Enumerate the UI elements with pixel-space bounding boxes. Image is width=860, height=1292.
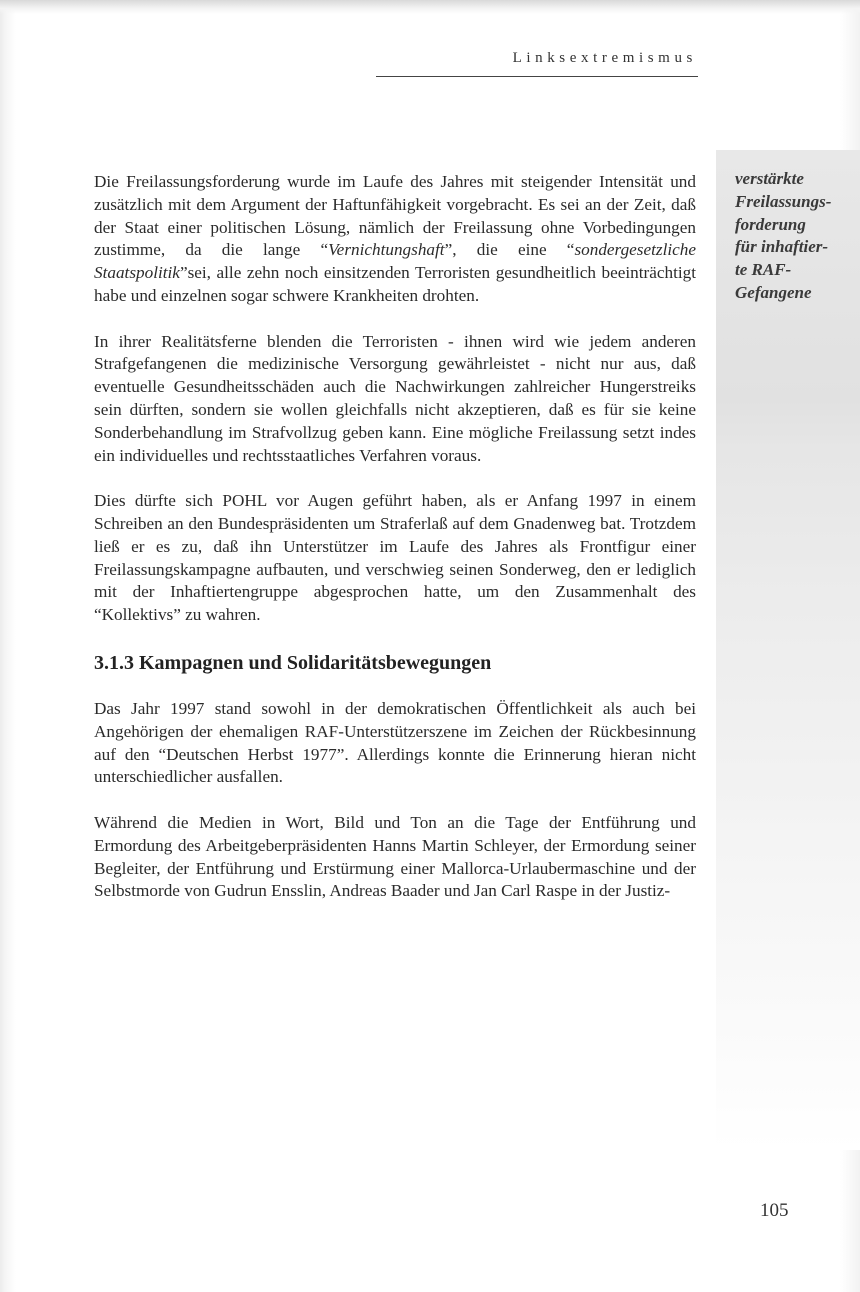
paragraph-1-text-e: ”sei, alle zehn noch einsitzenden Terroristen gesundheitlich beeinträchtigt habe und einzelnen sogar schwere Krankheiten drohten. bbox=[94, 263, 696, 305]
paragraph-2: In ihrer Realitätsferne blenden die Terroristen - ihnen wird wie jedem anderen Strafgefangenen die medizinische Versorgung gewährleistet - nicht nur aus, daß eventuelle Gesundheitsschäden auch die Nachwirkungen zahlreicher Hungerstreiks sein dürften, sondern sie wollen gleichfalls nicht akzeptieren, daß es für sie keine Sonderbehandlung im Strafvollzug geben kann. Eine mögliche Freilassung setzt indes ein individuelles und rechtsstaatliches Verfahren voraus. bbox=[94, 331, 696, 465]
term-vernichtungshaft: Vernichtungshaft bbox=[328, 240, 445, 260]
body-text bbox=[94, 171, 696, 903]
paragraph-1 bbox=[94, 171, 696, 308]
paragraph-1-text-c: ”, die eine “ bbox=[444, 240, 575, 260]
term-sondergesetzliche-staatspolitik: sondergesetzliche Staatspolitik bbox=[94, 240, 696, 283]
paragraph-3: Dies dürfte sich POHL vor Augen geführt haben, als er Anfang 1997 in einem Schreiben an den Bundespräsidenten um Straferlaß auf dem Gnadenweg bat. Trotzdem ließ er es zu, daß ihn Unterstützer im Laufe des Jahres als Frontfigur einer Freilassungskampagne aufbauten, und verschwieg seinen Sonderweg, den er lediglich mit der Inhaftiertengruppe abgesprochen hatte, um den Zusammenhalt des “Kollektivs” zu wahren. bbox=[94, 491, 696, 625]
page-number: 105 bbox=[760, 1200, 789, 1221]
paragraph-1-text-a: Die Freilassungsforderung wurde im Laufe des Jahres mit steigender Intensität und zusätzlich mit dem Argument der Haftunfähigkeit vorgebracht. Es sei an der Zeit, daß der Staat einer politischen Lösung, nämlich der Freilassung ohne Vorbedingungen zustimme, da die lange “ bbox=[94, 172, 696, 260]
paragraph-4: Das Jahr 1997 stand sowohl in der demokratischen Öffentlichkeit als auch bei Angehörigen der ehemaligen RAF-Unterstützerszene im Zeichen der Rückbesinnung auf den “Deutschen Herbst 1977”. Allerdings konnte die Erinnerung hieran nicht unterschiedlicher ausfallen. bbox=[94, 698, 696, 787]
section-heading: 3.1.3 Kampagnen und Solidaritätsbewegungen bbox=[94, 651, 492, 674]
paragraph-5: Während die Medien in Wort, Bild und Ton an die Tage der Entführung und Ermordung des Arbeitgeberpräsidenten Hanns Martin Schleyer, der Ermordung seiner Begleiter, der Entführung und Erstürmung einer Mallorca-Urlaubermaschine und der Selbstmorde von Gudrun Ensslin, Andreas Baader und Jan Carl Raspe in der Justiz- bbox=[94, 812, 696, 901]
running-header: Linksextremismus bbox=[512, 50, 697, 66]
page-top-shadow bbox=[0, 0, 860, 14]
header-rule bbox=[376, 76, 698, 77]
margin-note: verstärkte Freilassungs- forderung für inhaftier- te RAF- Gefangene bbox=[735, 169, 832, 302]
